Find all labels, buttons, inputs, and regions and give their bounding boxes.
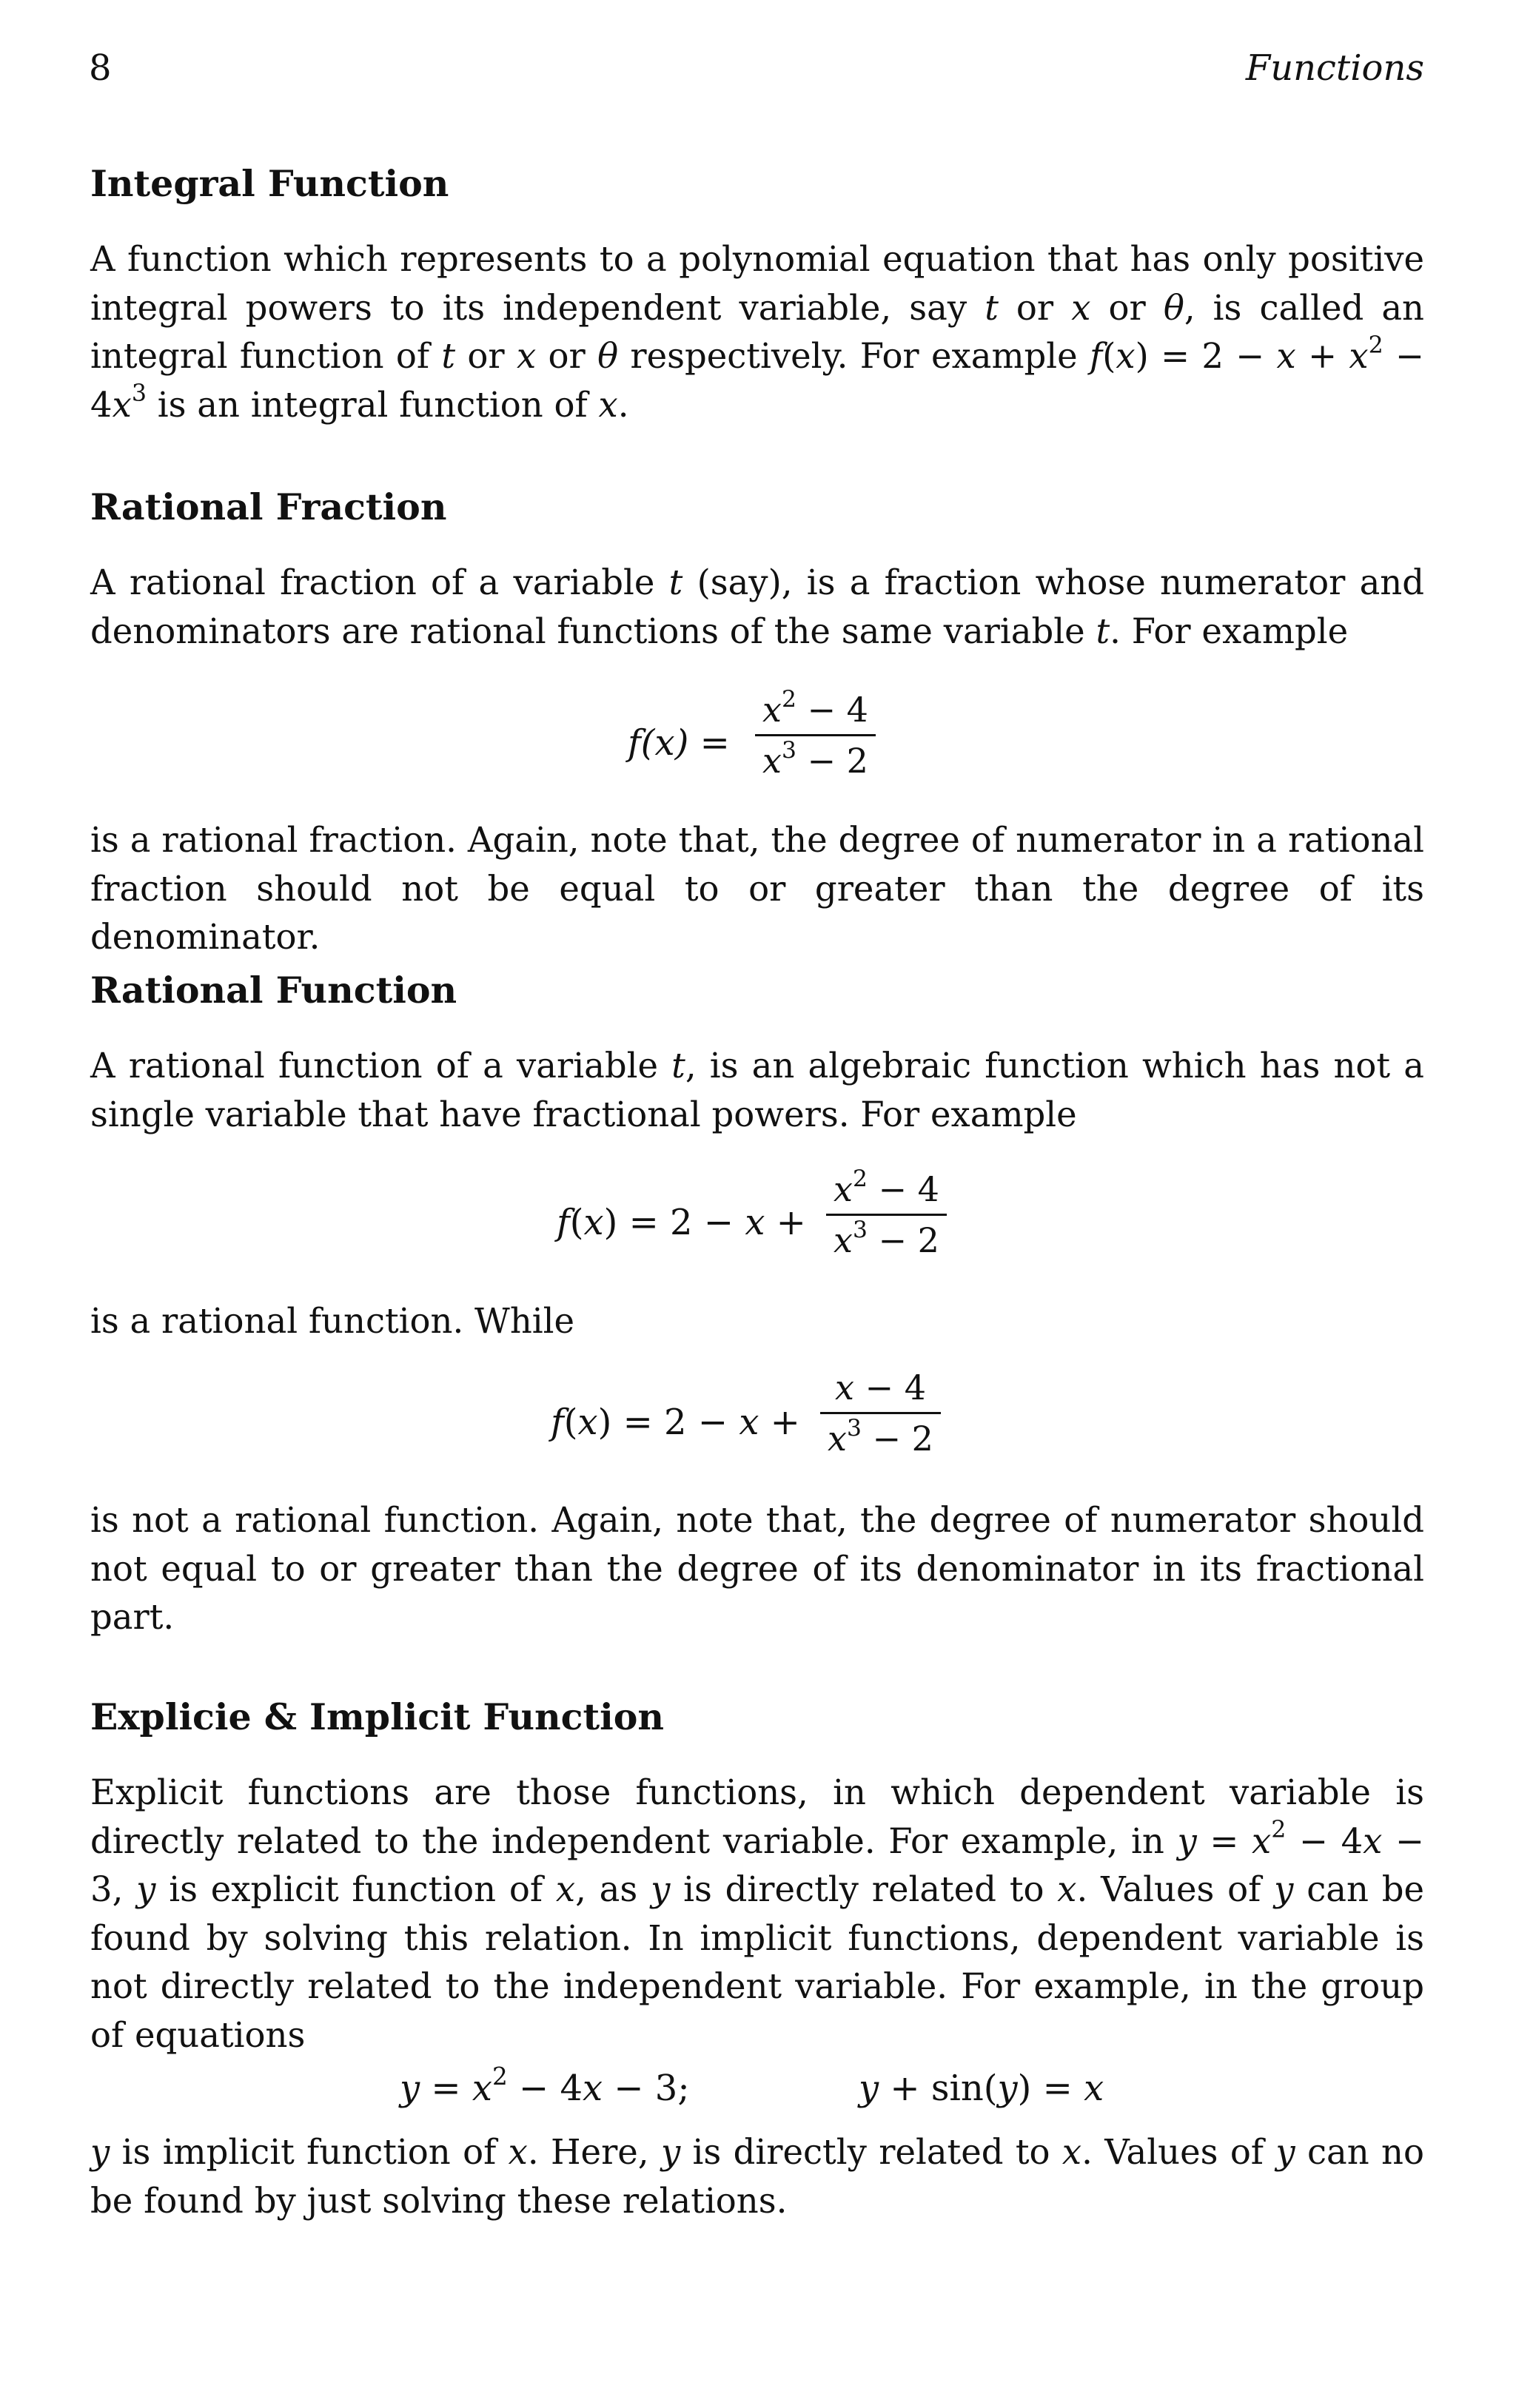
fraction-numerator: $x^2 - 4$ — [762, 685, 868, 730]
paragraph-explicit-implicit-after: y is implicit function of x. Here, y is directly related to x. Values of y can no be found by just solving these relations. — [90, 2132, 1424, 2221]
fraction-denominator: $x^3 - 2$ — [828, 1414, 933, 1459]
fraction — [820, 1366, 941, 1460]
running-title: Functions — [1245, 47, 1424, 89]
fraction-bar — [820, 1412, 941, 1414]
paragraph-integral-function: A function which represents to a polynomial equation that has only positive integral powers to its independent variable, say t or x or θ, is called an integral function of t or x or θ respectively. For example $f(x) = 2 - x + x^2 - 4x^3$ is an integral function of x. — [90, 239, 1424, 425]
fraction — [755, 685, 876, 782]
paragraph-rational-fraction-intro: A rational fraction of a variable t (say), is a fraction whose numerator and denominators are rational functions of the same variable t. For example — [90, 562, 1425, 651]
paragraph-explicit-implicit-intro: Explicit functions are those functions, in which dependent variable is directly related to the independent variable. For example, in $y = x^2 - 4x - 3$, y is explicit function of x, as y is directly related to x. Values of y can be found by solving this relation. In implicit functions, dependent variable is not directly related to the independent variable. For example, in the group of equations — [90, 1772, 1425, 2055]
section-heading-rational-fraction: Rational Fraction — [90, 485, 447, 528]
fraction-bar — [755, 734, 876, 736]
section-heading-explicit-implicit: Explicie & Implicit Function — [90, 1695, 665, 1738]
paragraph-rational-function-after: is not a rational function. Again, note that, the degree of numerator should not equal to or greater than the degree of its denominator in its fractional part. — [90, 1500, 1424, 1637]
fraction-numerator-sqrt: x − 4 — [834, 1368, 926, 1408]
equation-lhs: f(x) = 2 − x + — [551, 1402, 800, 1443]
fraction — [826, 1165, 947, 1262]
equation-explicit: $y = x^2 - 4x - 3$; — [400, 2062, 690, 2109]
page-number: 8 — [89, 47, 112, 89]
fraction-numerator: $x^2 - 4$ — [834, 1165, 939, 1209]
equation-lhs: f(x) = 2 − x + — [557, 1202, 806, 1243]
section-heading-integral-function: Integral Function — [90, 162, 449, 205]
fraction-denominator: $x^3 - 2$ — [762, 736, 868, 781]
paragraph-rational-fraction-after: is a rational fraction. Again, note that, the degree of numerator in a rational fraction should not be equal to or greater than the degree of its denominator. — [90, 820, 1424, 957]
section-heading-rational-function: Rational Function — [90, 969, 457, 1012]
paragraph-while: is a rational function. While — [90, 1301, 575, 1341]
equation-lhs: f(x) = — [628, 722, 730, 764]
fraction-denominator: $x^3 - 2$ — [834, 1216, 939, 1260]
fraction-bar — [826, 1214, 947, 1216]
equation-implicit: y + sin(y) = x — [859, 2068, 1104, 2109]
paragraph-rational-function-intro: A rational function of a variable t, is an algebraic function which has not a single variable that have fractional powers. For example — [90, 1046, 1424, 1134]
